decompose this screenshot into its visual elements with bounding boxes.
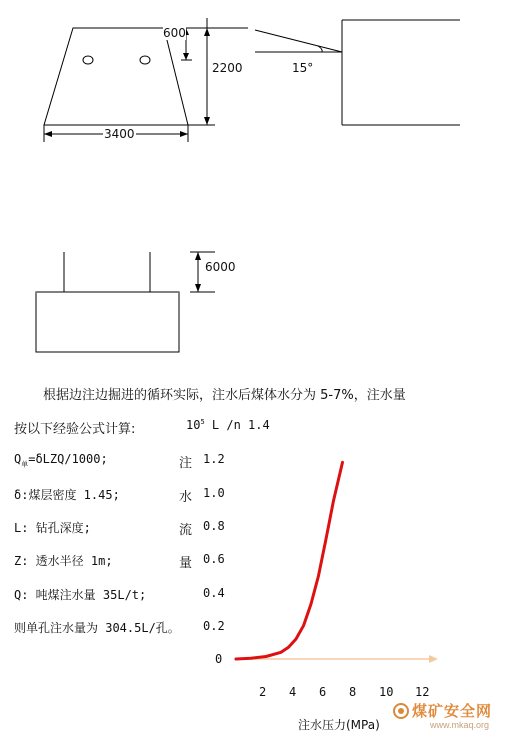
q-definition: Q: 吨煤注水量 35L/t;: [14, 588, 147, 602]
formula-sub: 单: [21, 460, 29, 469]
formula-q: Q: [14, 452, 22, 466]
x-tick-label: 8: [349, 685, 357, 699]
y-tick-label: 0.4: [203, 586, 225, 600]
chart-header-rest: L /n 1.4: [211, 418, 270, 432]
dim-width-label: 3400: [104, 127, 135, 141]
intro-paragraph: 根据边注边掘进的循环实际，注水后煤体水分为 5-7%，注水量: [43, 388, 406, 403]
x-axis-title: 注水压力(MPa): [298, 718, 380, 732]
watermark-logo-icon: [392, 702, 410, 720]
y-tick-label: 0.6: [203, 552, 225, 566]
y-tick-label: 1.2: [203, 452, 225, 466]
y-tick-label: 1.0: [203, 486, 225, 500]
x-axis-arrow: [429, 655, 438, 663]
y-axis-char: 量: [179, 556, 193, 571]
chart-header-base: 10: [186, 418, 201, 432]
formula-rest: =δLZQ/1000;: [28, 452, 108, 466]
x-tick-label: 2: [259, 685, 267, 699]
angle-label: 15°: [292, 61, 314, 75]
result-line: 则单孔注水量为 304.5L/孔。: [14, 621, 180, 635]
y-axis-char: 水: [179, 490, 193, 505]
dim-top-label: 600: [163, 26, 186, 40]
z-definition: Z: 透水半径 1m;: [14, 554, 113, 568]
y-axis-char: 注: [179, 456, 193, 471]
x-tick-label: 6: [319, 685, 327, 699]
x-tick-label: 4: [289, 685, 297, 699]
watermark-title: 煤矿安全网: [412, 702, 493, 720]
formula-intro: 按以下经验公式计算:: [14, 422, 136, 437]
y-tick-label: 0: [215, 652, 223, 666]
delta-definition: δ:煤层密度 1.45;: [14, 488, 120, 502]
l-definition: L: 钻孔深度;: [14, 521, 91, 535]
x-tick-label: 12: [415, 685, 430, 699]
watermark: [392, 700, 506, 736]
series-line: [236, 462, 343, 659]
chart-header-sup: 5: [200, 418, 205, 426]
x-tick-label: 10: [379, 685, 394, 699]
y-axis-char: 流: [179, 523, 193, 538]
y-tick-label: 0.2: [203, 619, 225, 633]
dim-height-label: 2200: [212, 61, 243, 75]
side-dim-label: 6000: [205, 260, 236, 274]
watermark-url: www.mkaq.org: [430, 720, 490, 730]
y-tick-label: 0.8: [203, 519, 225, 533]
